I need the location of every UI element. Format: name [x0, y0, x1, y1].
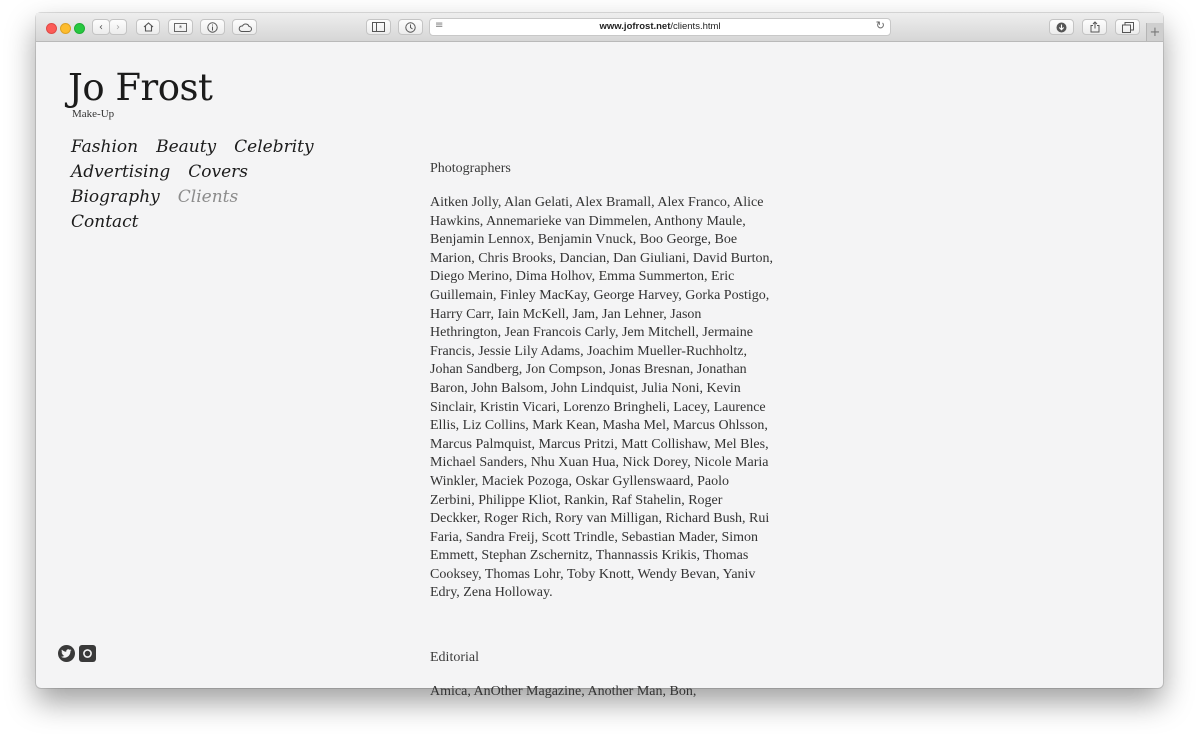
info-icon — [207, 22, 218, 33]
downloads-button[interactable] — [1049, 19, 1074, 35]
section-title-photographers: Photographers — [430, 161, 511, 176]
section-body-editorial: Amica, AnOther Magazine, Another Man, Bon, — [430, 684, 697, 699]
sidebar-button[interactable] — [366, 19, 391, 35]
chevron-left-icon: ‹ — [99, 21, 103, 33]
nav-line — [71, 212, 331, 237]
home-icon — [143, 22, 154, 32]
web-page — [36, 42, 1163, 699]
reload-icon[interactable]: ↻ — [875, 19, 885, 32]
nav-link-fashion[interactable]: Fashion — [71, 137, 139, 157]
twitter-icon[interactable] — [58, 645, 75, 662]
nav-link-biography[interactable]: Biography — [71, 187, 160, 207]
nav-link-covers[interactable]: Covers — [188, 162, 248, 182]
share-icon — [1090, 21, 1100, 33]
cloud-button[interactable] — [232, 19, 257, 35]
tabs-icon — [1122, 22, 1134, 33]
home-button[interactable] — [136, 19, 160, 35]
forward-button[interactable] — [109, 19, 127, 35]
nav-link-clients[interactable]: Clients — [177, 187, 239, 207]
nav-link-advertising[interactable]: Advertising — [71, 162, 171, 182]
svg-text:*: * — [178, 23, 183, 32]
nav-link-contact[interactable]: Contact — [71, 212, 139, 232]
plus-icon: + — [1149, 24, 1161, 40]
nav-line — [71, 137, 331, 162]
nav-link-celebrity[interactable]: Celebrity — [234, 137, 314, 157]
browser-toolbar — [36, 13, 1163, 42]
download-icon — [1056, 22, 1067, 33]
reader-icon[interactable]: ≡ — [435, 20, 444, 31]
nav-line — [71, 162, 331, 187]
close-window-button[interactable] — [46, 23, 57, 34]
clock-icon — [405, 22, 416, 33]
back-button[interactable] — [92, 19, 110, 35]
extension-icon — [174, 23, 187, 32]
extension-button[interactable] — [168, 19, 193, 35]
section-body-photographers: Aitken Jolly, Alan Gelati, Alex Bramall, Alex Franco, Alice Hawkins, Annemarieke van Dimmelen, Anthony Maule, Benjamin Lennox, Benjamin Vnuck, Boo George, Boe Marion, Chris Brooks, Dancian, Dan Giuliani, David Burton, Diego Merino, Dima Holhov, Emma Summerton, Eric Guillemain, Finley MacKay, George Harvey, Gorka Postigo, Harry Carr, Iain McKell, Jam, Jan Lehner, Jason Hethrington, Jean Francois Carly, Jem Mitchell, Jermaine Francis, Jessie Lily Adams, Joachim Mueller-Ruchholtz, Johan Sandberg, Jon Compson, Jonas Bresnan, Jonathan Baron, John Balsom, John Lindquist, Julia Noni, Kevin Sinclair, Kristin Vicari, Lorenzo Bringheli, Lacey, Laurence Ellis, Liz Collins, Mark Kean, Masha Mel, Marcus Ohlsson, Marcus Palmquist, Marcus Pritzi, Matt Collishaw, Mel Bles, Michael Sanders, Nhu Xuan Hua, Nick Dorey, Nicole Maria Winkler, Maciek Pozoga, Oskar Gyllenswaard, Paolo Zerbini, Philippe Kliot, Rankin, Raf Stahelin, Roger Deckker, Roger Rich, Rory van Milligan, Richard Bush, Rui Faria, Sandra Freij, Scott Trindle, Sebastian Mader, Simon Emmett, Stephan Zschernitz, Thannassis Krikis, Thomas Cooksey, Thomas Lohr, Toby Knott, Wendy Bevan, Yaniv Edry, Zena Holloway. — [430, 195, 773, 601]
zoom-window-button[interactable] — [74, 23, 85, 34]
minimize-window-button[interactable] — [60, 23, 71, 34]
site-title[interactable]: Jo Frost — [68, 66, 213, 109]
nav-line — [71, 187, 331, 212]
info-button[interactable] — [200, 19, 225, 35]
instagram-icon[interactable] — [79, 645, 96, 662]
address-bar[interactable] — [429, 18, 891, 36]
browser-window — [36, 13, 1163, 699]
nav-link-beauty[interactable]: Beauty — [156, 137, 217, 157]
main-nav — [71, 137, 331, 237]
chevron-right-icon: › — [116, 21, 120, 33]
new-tab-button[interactable] — [1146, 23, 1163, 41]
cloud-icon — [238, 23, 252, 32]
tabs-overview-button[interactable] — [1115, 19, 1140, 35]
history-button[interactable] — [398, 19, 423, 35]
sidebar-icon — [372, 22, 385, 32]
share-button[interactable] — [1082, 19, 1107, 35]
section-title-editorial: Editorial — [430, 650, 479, 665]
site-subtitle: Make-Up — [72, 108, 115, 120]
url-text: www.jofrost.net/clients.html — [599, 21, 721, 32]
